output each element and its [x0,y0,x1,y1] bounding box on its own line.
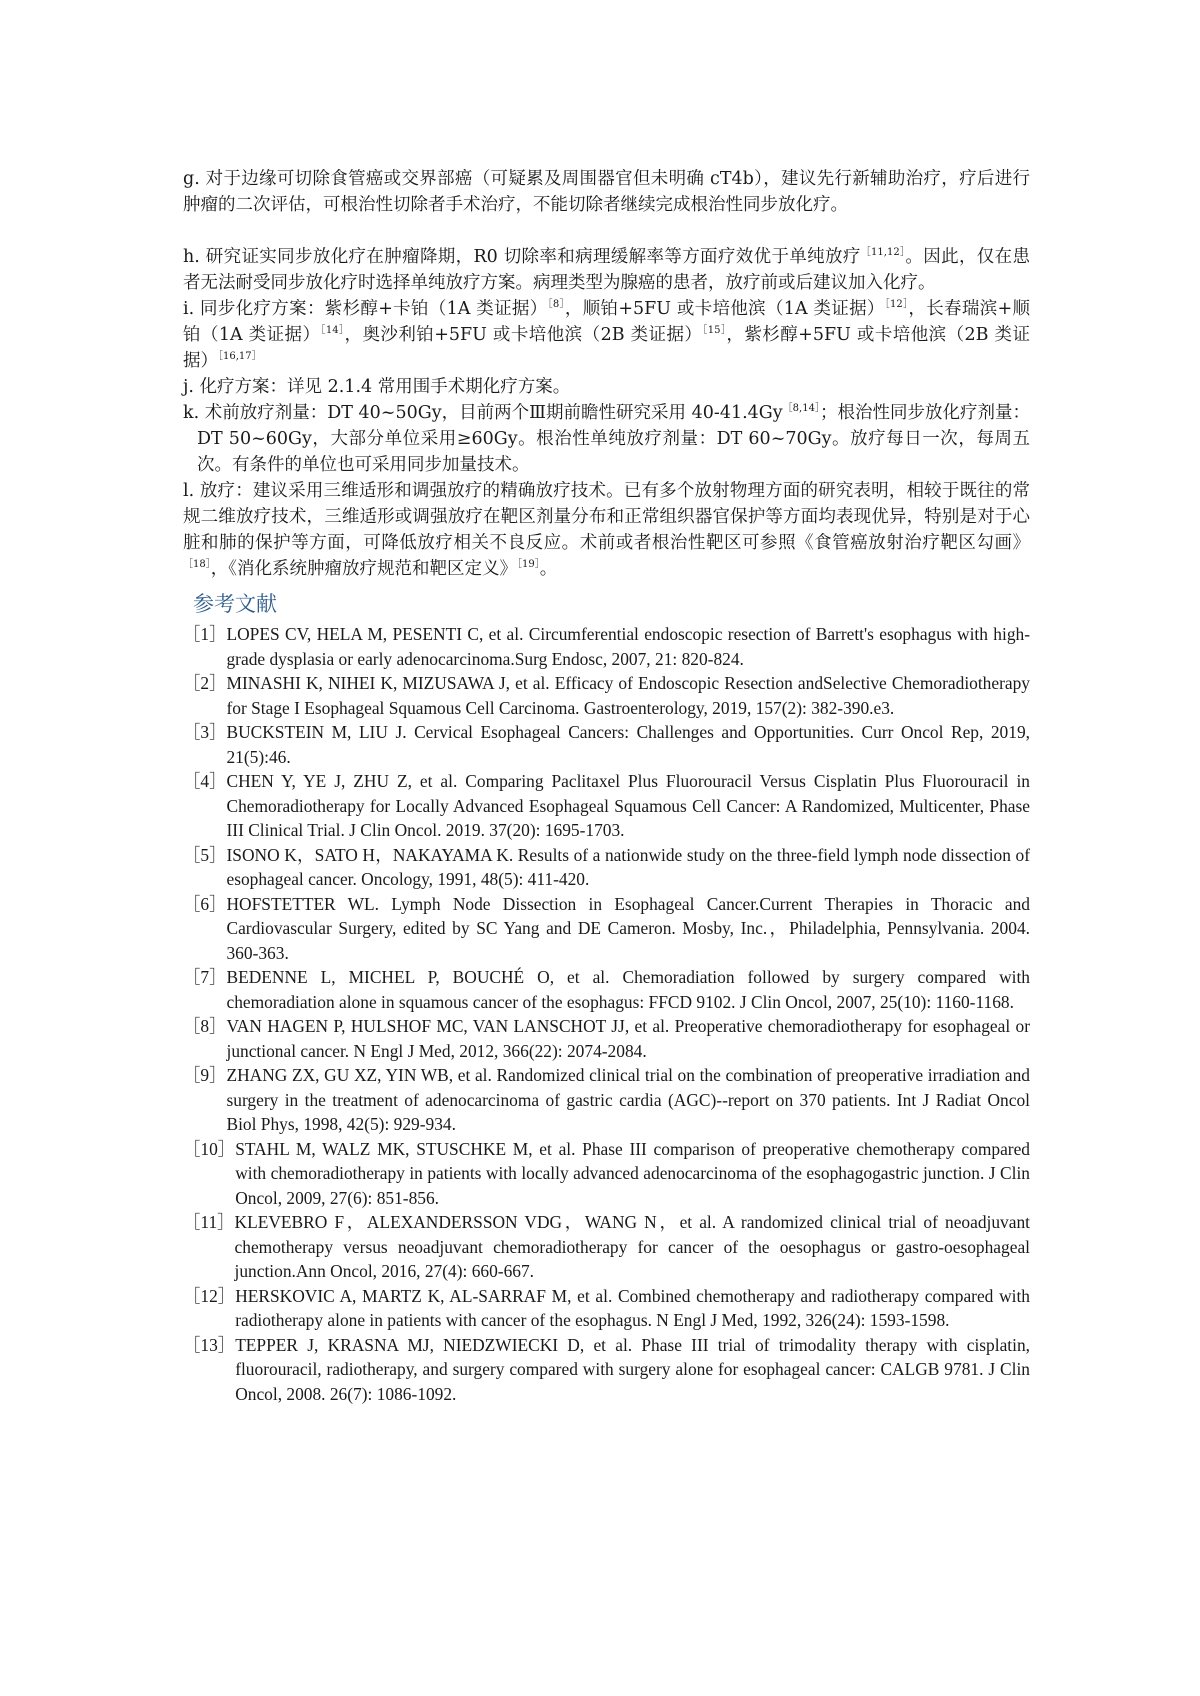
citation: ［12］ [884,299,909,310]
note-j: j. 化疗方案：详见 2.1.4 常用围手术期化疗方案。 [183,377,571,397]
reference-item [183,1137,1030,1211]
citation: ［19］ [516,559,540,570]
note-k: k. 术前放疗剂量：DT 40~50Gy，目前两个Ⅲ期前瞻性研究采用 $40-41.4Gy^{[8,14]}$；根治性同步放化疗剂量：DT 50~60Gy，大部分单位采用≥60Gy。根治性单纯放疗剂量：DT 60~70Gy。放疗每日一次，每周五次。有条件的单位也可采用同步加量技术。 [183,403,1031,475]
citation: ［8］ [547,299,565,310]
reference-text: BUCKSTEIN M, LIU J. Cervical Esophageal Cancers: Challenges and Opportunities. Curr Oncol Rep, 2019, 21(5):46. [226,722,1030,767]
reference-item [183,622,1030,671]
reference-number: ［10］ [183,1138,236,1159]
paragraph-gap [183,218,1030,244]
reference-number: ［8］ [183,1016,227,1036]
reference-number: ［9］ [183,1065,227,1085]
reference-item [183,1210,1030,1284]
references-list [183,622,1030,1406]
note-i: i. 同步化疗方案：紫杉醇+卡铂（1A 类证据）$^{[8]}$，顺铂+5FU 或卡培他滨（1A 类证据）$^{[12]}$，长春瑞滨+顺铂（1A 类证据）$^{[14]}$，奥沙利铂+5FU 或卡培他滨（2B 类证据）$^{[15]}$，紫杉醇+5FU 或卡培他滨（2B 类证据）$^{[16,17]}$ [183,299,1030,371]
reference-item [183,965,1030,1014]
reference-number: ［3］ [183,722,227,742]
reference-text: HERSKOVIC A, MARTZ K, AL-SARRAF M, et al. Combined chemotherapy and radiotherapy compared with radiotherapy alone in patients with cancer of the esophagus. N Engl J Med, 1992, 326(24): 1593-1598. [235,1285,1030,1330]
references-heading: 参考文献 [193,592,277,616]
reference-text: CHEN Y, YE J, ZHU Z, et al. Comparing Paclitaxel Plus Fluorouracil Versus Cisplatin Plus Fluorouracil in Chemoradiotherapy for Locally Advanced Esophageal Squamous Cell Cancer: A Randomized, Multicenter, Phase III Clinical Trial. J Clin Oncol. 2019. 37(20): 1695-1703. [226,771,1030,840]
citation: ［8,14］ [782,403,820,414]
citation: ［18］ [183,559,211,570]
reference-number: ［5］ [183,844,227,865]
reference-number: ［2］ [183,673,227,693]
reference-number: ［12］ [183,1285,236,1306]
reference-item [183,1014,1030,1063]
reference-number: ［1］ [183,624,227,644]
reference-item [183,720,1030,769]
note-g: g. 对于边缘可切除食管癌或交界部癌（可疑累及周围器官但未明确 cT4b），建议先行新辅助治疗，疗后进行肿瘤的二次评估，可根治性切除者手术治疗，不能切除者继续完成根治性同步放化疗。 [183,169,1030,215]
notes-section [183,166,1030,582]
reference-text: ISONO K，SATO H，NAKAYAMA K. Results of a nationwide study on the three-field lymph node dissection of esophageal cancer. Oncology, 1991, 48(5): 411-420. [226,844,1030,889]
reference-text: VAN HAGEN P, HULSHOF MC, VAN LANSCHOT JJ, et al. Preoperative chemoradiotherapy for esophageal or junctional cancer. N Engl J Med, 2012, 366(22): 2074-2084. [226,1016,1030,1061]
reference-text: TEPPER J, KRASNA MJ, NIEDZWIECKI D, et al. Phase III trial of trimodality therapy with cisplatin, fluorouracil, radiotherapy, and surgery compared with surgery alone for esophageal cancer: CALGB 9781. J Clin Oncol, 2008. 26(7): 1086-1092. [235,1334,1030,1404]
reference-text: HOFSTETTER WL. Lymph Node Dissection in Esophageal Cancer.Current Therapies in Thoracic and Cardiovascular Surgery, edited by SC Yang and DE Cameron. Mosby, Inc.，Philadelphia, Pennsylvania. 2004. 360-363. [226,893,1030,963]
reference-text: KLEVEBRO F，ALEXANDERSSON VDG，WANG N，et al. A randomized clinical trial of neoadjuvant chemotherapy versus neoadjuvant chemoradiotherapy for cancer of the oesophagus or gastro-oesophageal junction.Ann Oncol, 2016, 27(4): 660-667. [234,1212,1030,1281]
reference-item [183,671,1030,720]
reference-item [183,1063,1030,1137]
reference-item [183,892,1030,966]
reference-number: ［7］ [183,967,227,987]
reference-number: ［4］ [183,771,227,791]
reference-number: ［6］ [183,893,227,914]
note-h: h. 研究证实同步放化疗在肿瘤降期，R0 切除率和病理缓解率等方面疗效优于单纯放疗$^{[11,12]}$。因此，仅在患者无法耐受同步放化疗时选择单纯放疗方案。病理类型为腺癌的患者，放疗前或后建议加入化疗。 [183,247,1030,293]
reference-number: ［11］ [183,1212,235,1232]
reference-item [183,1284,1030,1333]
reference-text: STAHL M, WALZ MK, STUSCHKE M, et al. Phase III comparison of preoperative chemotherapy compared with chemoradiotherapy in patients with locally advanced adenocarcinoma of the esophagogastric junction. J Clin Oncol, 2009, 27(6): 851-856. [235,1138,1030,1208]
citation: ［15］ [702,325,727,336]
citation: ［11,12］ [860,247,906,258]
reference-text: LOPES CV, HELA M, PESENTI C, et al. Circumferential endoscopic resection of Barrett's esophagus with high-grade dysplasia or early adenocarcinoma.Surg Endosc, 2007, 21: 820-824. [226,624,1030,669]
reference-item [183,843,1030,892]
reference-number: ［13］ [183,1334,236,1355]
note-l: l. 放疗：建议采用三维适形和调强放疗的精确放疗技术。已有多个放射物理方面的研究表明，相较于既往的常规二维放疗技术，三维适形或调强放疗在靶区剂量分布和正常组织器官保护等方面均表现优异，特别是对于心脏和肺的保护等方面，可降低放疗相关不良反应。术前或者根治性靶区可参照《食管癌放射治疗靶区勾画》$^{[18]}$，《消化系统肿瘤放疗规范和靶区定义》$^{[19]}$。 [183,481,1030,579]
reference-text: MINASHI K, NIHEI K, MIZUSAWA J, et al. Efficacy of Endoscopic Resection andSelective Chemoradiotherapy for Stage I Esophageal Squamous Cell Carcinoma. Gastroenterology, 2019, 157(2): 382-390.e3. [226,673,1030,718]
reference-item [183,1333,1030,1407]
reference-text: ZHANG ZX, GU XZ, YIN WB, et al. Randomized clinical trial on the combination of preoperative irradiation and surgery in the treatment of adenocarcinoma of gastric cardia (AGC)--report on 370 patients. Int J Radiat Oncol Biol Phys, 1998, 42(5): 929-934. [226,1065,1030,1134]
reference-text: BEDENNE L, MICHEL P, BOUCHÉ O, et al. Chemoradiation followed by surgery compared with chemoradiation alone in squamous cancer of the esophagus: FFCD 9102. J Clin Oncol, 2007, 25(10): 1160-1168. [226,967,1030,1012]
reference-item [183,769,1030,843]
citation: ［16,17］ [218,351,262,362]
citation: ［14］ [320,325,345,336]
